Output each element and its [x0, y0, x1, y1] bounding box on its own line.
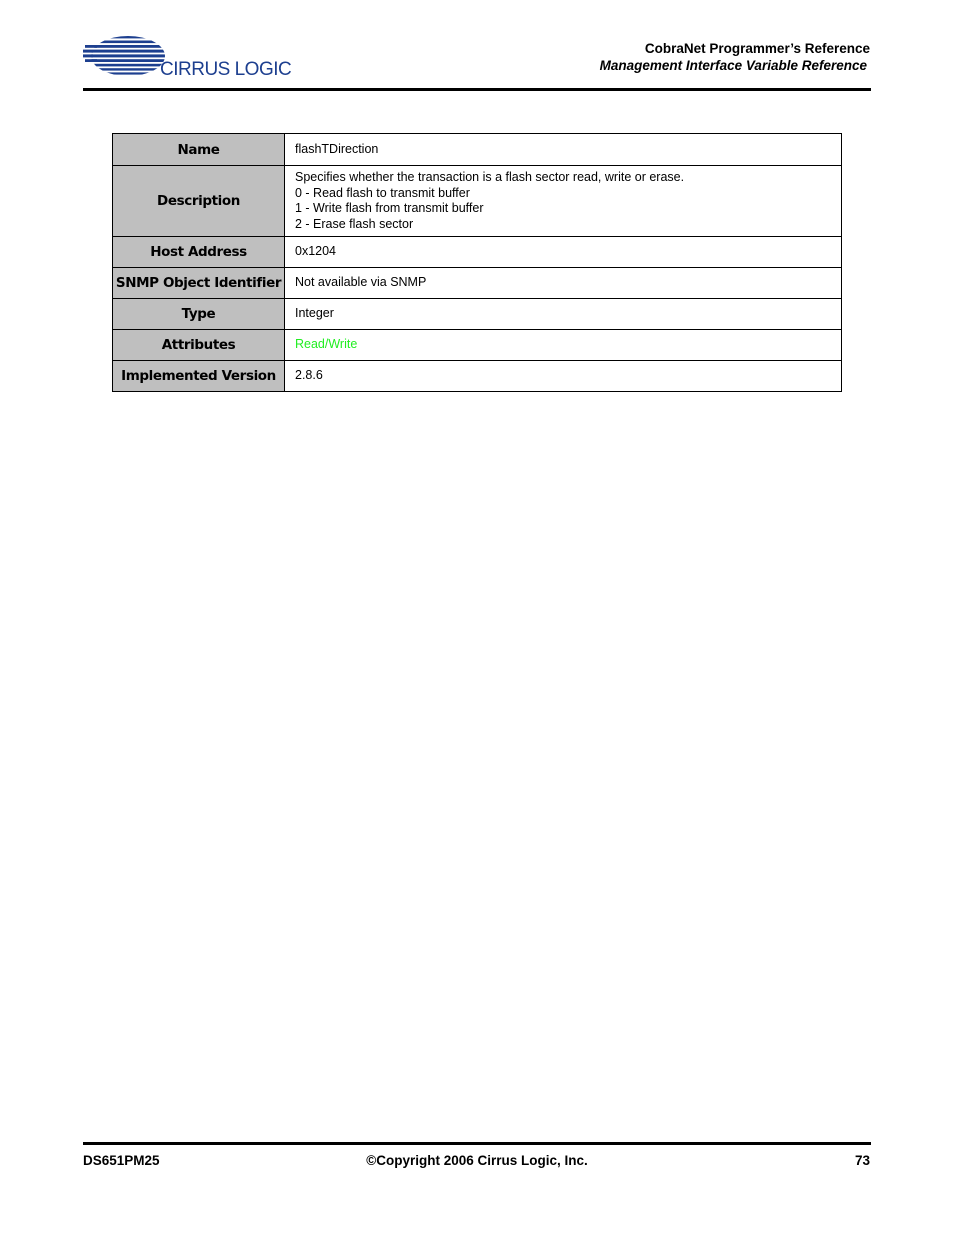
row-value — [285, 330, 842, 361]
table-row-description — [113, 166, 842, 237]
header-rule — [83, 88, 871, 91]
table-row-host-address — [113, 237, 842, 268]
description-line: 0 - Read flash to transmit buffer — [295, 185, 470, 200]
logo-wordmark: CIRRUS LOGIC — [160, 59, 292, 80]
row-value — [285, 166, 842, 237]
row-value — [285, 361, 842, 392]
description-line: 2 - Erase flash sector — [295, 216, 414, 231]
footer-rule — [83, 1142, 871, 1145]
type-value: Integer — [295, 306, 334, 321]
table-row-name — [113, 134, 842, 166]
row-label: Attributes — [113, 330, 285, 361]
row-value — [285, 134, 842, 166]
row-label: SNMP Object Identifier — [113, 268, 285, 299]
row-label: Name — [113, 134, 285, 166]
row-label: Implemented Version — [113, 361, 285, 392]
description-line: Specifies whether the transaction is a flash sector read, write or erase. — [295, 170, 685, 184]
table-row-type — [113, 299, 842, 330]
row-label: Description — [113, 166, 285, 237]
header-title: CobraNet Programmer’s Reference — [644, 41, 870, 56]
row-value — [285, 268, 842, 299]
host-address-value: 0x1204 — [295, 244, 337, 259]
row-label: Host Address — [113, 237, 285, 268]
footer-doc-id: DS651PM25 — [83, 1153, 160, 1168]
header-subtitle: Management Interface Variable Reference — [599, 58, 867, 73]
table-row-attributes — [113, 330, 842, 361]
implemented-version-value: 2.8.6 — [295, 368, 323, 383]
variable-name: flashTDirection — [295, 141, 379, 156]
footer-copyright: ©Copyright 2006 Cirrus Logic, Inc. — [366, 1153, 588, 1168]
row-value — [285, 299, 842, 330]
snmp-oid-value: Not available via SNMP — [295, 275, 427, 290]
table-row-snmp-oid — [113, 268, 842, 299]
attributes-value: Read/Write — [295, 337, 358, 352]
row-label: Type — [113, 299, 285, 330]
variable-reference-table — [112, 133, 842, 392]
footer-page-number: 73 — [854, 1153, 870, 1168]
row-value — [285, 237, 842, 268]
table-row-implemented-version — [113, 361, 842, 392]
description-line: 1 - Write flash from transmit buffer — [295, 201, 484, 215]
